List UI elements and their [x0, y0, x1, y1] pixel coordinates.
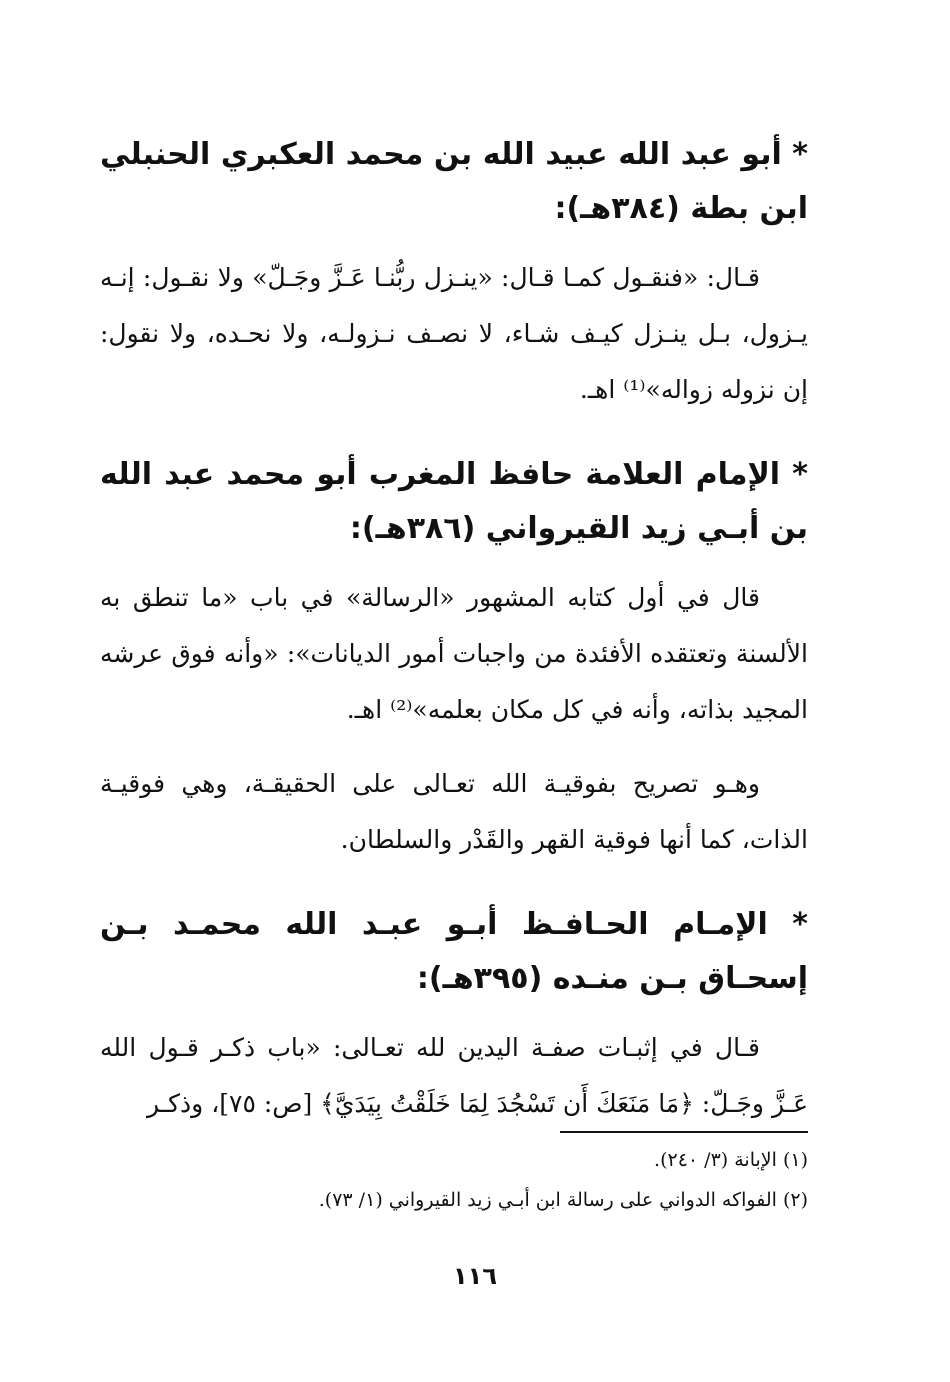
footnote-1: (١) الإبانة (٣/ ٢٤٠).: [654, 1149, 808, 1171]
footnote-separator: [560, 1131, 808, 1133]
page-body: [100, 128, 808, 1150]
section-ibn-abi-zayd: [100, 448, 808, 868]
section-paragraph: قـال في إثبـات صفـة اليدين لله تعـالى: «باب ذكـر قـول الله عَـزَّ وجَـلّ: ﴿مَا مَنَعَكَ أَن تَسْجُدَ لِمَا خَلَقْتُ بِيَدَيَّ﴾ [ص: ٧٥]، وذكـر: [100, 1033, 808, 1118]
section-paragraph: قال في أول كتابه المشهور «الرسالة» في باب «ما تنطق به الألسنة وتعتقده الأفئدة من واجبات أمور الديانات»: «وأنه فوق عرشه المجيد بذاته، وأنه في كل مكان بعلمه»⁽²⁾ اهـ.: [100, 583, 808, 724]
section-heading: * الإمـام الحـافـظ أبـو عبـد الله محمـد بـن إسحـاق بـن منـده (٣٩٥هـ):: [100, 907, 808, 996]
section-ibn-batta: [100, 128, 808, 418]
footnote-2: (٢) الفواكه الدواني على رسالة ابن أبـي زيد القيرواني (١/ ٧٣).: [318, 1189, 808, 1211]
footnotes: [100, 1140, 808, 1220]
page-number: ١١٦: [453, 1262, 497, 1290]
section-heading: * الإمام العلامة حافظ المغرب أبو محمد عبد الله بن أبـي زيد القيرواني (٣٨٦هـ):: [100, 457, 808, 546]
section-paragraph: قـال: «فنقـول كمـا قـال: «ينـزل ربُّنـا عَـزَّ وجَـلّ» ولا نقـول: إنـه يـزول، بـل ينـزل كيـف شـاء، لا نصـف نـزولـه، ولا نحـده، ولا نقول: إن نزوله زواله»⁽¹⁾ اهـ.: [100, 263, 808, 404]
section-paragraph: وهـو تصريح بفوقيـة الله تعـالى على الحقيقـة، وهي فوقيـة الذات، كما أنها فوقية القهر والقَدْر والسلطان.: [100, 769, 808, 854]
section-ibn-mandah: [100, 898, 808, 1132]
section-heading: * أبو عبد الله عبيد الله بن محمد العكبري الحنبلي ابن بطة (٣٨٤هـ):: [100, 137, 808, 226]
